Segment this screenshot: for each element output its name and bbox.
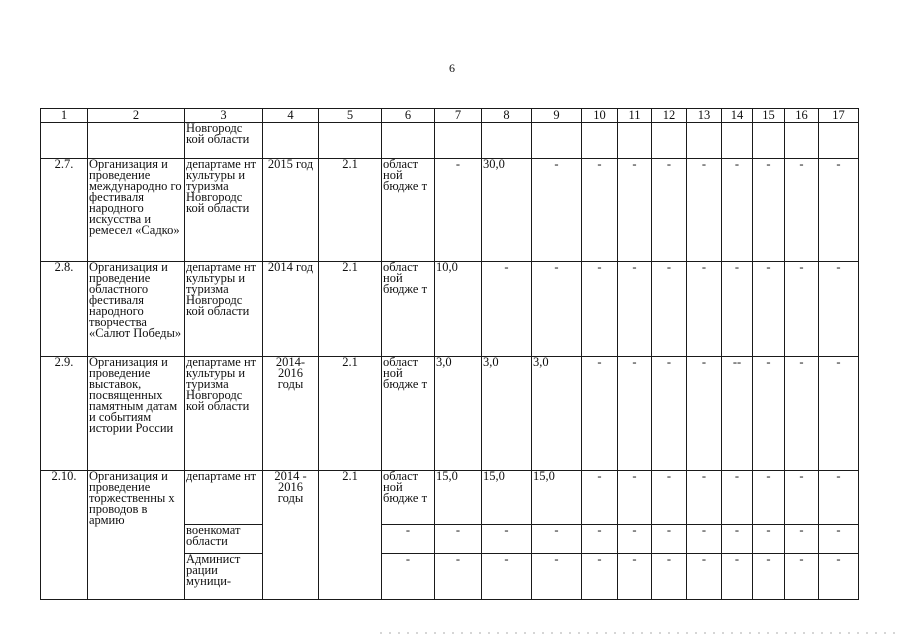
header-row — [41, 109, 859, 123]
header-cell: 7 — [435, 109, 482, 123]
value-cell: - — [435, 159, 482, 262]
row-number: 2.8. — [41, 262, 88, 357]
executor-cell: Админист рации муници- — [185, 554, 263, 600]
value-cell: - — [618, 262, 652, 357]
value-cell: 15,0 — [435, 471, 482, 525]
value-cell: 3,0 — [435, 357, 482, 471]
header-cell: 11 — [618, 109, 652, 123]
value-cell: - — [382, 554, 435, 600]
source-cell: област ной бюдже т — [382, 471, 435, 525]
value-cell: - — [618, 525, 652, 554]
value-cell: - — [819, 471, 859, 525]
value-cell: - — [582, 357, 618, 471]
table-row — [41, 471, 859, 525]
value-cell: - — [618, 554, 652, 600]
value-cell: 3,0 — [532, 357, 582, 471]
header-cell: 3 — [185, 109, 263, 123]
value-cell: - — [382, 525, 435, 554]
table-row — [41, 159, 859, 262]
period-cell: 2014 - 2016 годы — [263, 471, 319, 600]
value-cell: - — [722, 159, 753, 262]
value-cell: - — [532, 159, 582, 262]
value-cell: - — [582, 554, 618, 600]
value-cell: - — [582, 262, 618, 357]
header-cell: 1 — [41, 109, 88, 123]
header-cell: 2 — [88, 109, 185, 123]
program-table — [40, 108, 859, 600]
value-cell: - — [618, 471, 652, 525]
period-cell: 2014-2016 годы — [263, 357, 319, 471]
value-cell: - — [753, 159, 785, 262]
executor-cell: департаме нт культуры и туризма Новгородс кой области — [185, 262, 263, 357]
indicator-cell: 2.1 — [319, 471, 382, 600]
source-cell: област ной бюдже т — [382, 159, 435, 262]
value-cell: 15,0 — [532, 471, 582, 525]
value-cell: - — [435, 525, 482, 554]
value-cell: - — [482, 262, 532, 357]
value-cell: - — [785, 525, 819, 554]
header-cell: 14 — [722, 109, 753, 123]
source-cell: област ной бюдже т — [382, 262, 435, 357]
table-row — [41, 357, 859, 471]
value-cell: - — [652, 554, 687, 600]
executor-cell: департаме нт — [185, 471, 263, 525]
indicator-cell: 2.1 — [319, 159, 382, 262]
indicator-cell: 2.1 — [319, 262, 382, 357]
value-cell: - — [435, 554, 482, 600]
value-cell: - — [652, 525, 687, 554]
value-cell: - — [652, 357, 687, 471]
value-cell: - — [687, 525, 722, 554]
scan-noise — [380, 632, 900, 634]
value-cell: - — [482, 554, 532, 600]
value-cell: - — [722, 262, 753, 357]
value-cell: - — [687, 262, 722, 357]
value-cell: - — [532, 554, 582, 600]
period-cell: 2015 год — [263, 159, 319, 262]
value-cell: - — [687, 554, 722, 600]
value-cell: 10,0 — [435, 262, 482, 357]
table-row — [41, 262, 859, 357]
value-cell: - — [687, 357, 722, 471]
value-cell: 3,0 — [482, 357, 532, 471]
value-cell: - — [785, 471, 819, 525]
value-cell: - — [753, 525, 785, 554]
header-cell: 6 — [382, 109, 435, 123]
header-cell: 15 — [753, 109, 785, 123]
activity-name: Организация и проведение областного фестиваля народного творчества «Салют Победы» — [88, 262, 185, 357]
header-cell: 8 — [482, 109, 532, 123]
value-cell: - — [753, 554, 785, 600]
value-cell: - — [687, 159, 722, 262]
row-number: 2.9. — [41, 357, 88, 471]
value-cell: - — [819, 262, 859, 357]
value-cell: - — [618, 159, 652, 262]
header-cell: 12 — [652, 109, 687, 123]
value-cell: - — [652, 159, 687, 262]
value-cell: 15,0 — [482, 471, 532, 525]
value-cell: - — [753, 471, 785, 525]
value-cell: - — [753, 262, 785, 357]
value-cell: - — [582, 159, 618, 262]
period-cell: 2014 год — [263, 262, 319, 357]
page-number: 6 — [449, 61, 455, 75]
value-cell: - — [819, 525, 859, 554]
value-cell: - — [819, 159, 859, 262]
header-cell: 9 — [532, 109, 582, 123]
value-cell: - — [753, 357, 785, 471]
value-cell: - — [785, 262, 819, 357]
header-cell: 4 — [263, 109, 319, 123]
value-cell: - — [532, 525, 582, 554]
header-cell: 13 — [687, 109, 722, 123]
header-cell: 17 — [819, 109, 859, 123]
table-row — [41, 123, 859, 159]
value-cell: - — [582, 525, 618, 554]
value-cell: - — [722, 554, 753, 600]
indicator-cell: 2.1 — [319, 357, 382, 471]
value-cell: - — [785, 554, 819, 600]
value-cell: - — [482, 525, 532, 554]
row-number: 2.7. — [41, 159, 88, 262]
value-cell: - — [652, 471, 687, 525]
activity-name: Организация и проведение выставок, посвященных памятным датам и событиям истории России — [88, 357, 185, 471]
value-cell: - — [819, 554, 859, 600]
value-cell: - — [652, 262, 687, 357]
value-cell: - — [582, 471, 618, 525]
value-cell: - — [532, 262, 582, 357]
executor-cell: департаме нт культуры и туризма Новгородс кой области — [185, 357, 263, 471]
executor-cell: военкомат области — [185, 525, 263, 554]
value-cell: - — [785, 357, 819, 471]
value-cell: - — [785, 159, 819, 262]
executor-cell: департаме нт культуры и туризма Новгородс кой области — [185, 159, 263, 262]
value-cell: 30,0 — [482, 159, 532, 262]
value-cell: - — [819, 357, 859, 471]
value-cell: -- — [722, 357, 753, 471]
value-cell: - — [687, 471, 722, 525]
header-cell: 16 — [785, 109, 819, 123]
value-cell: - — [722, 525, 753, 554]
executor-cell: Новгородс кой области — [185, 123, 263, 159]
value-cell: - — [618, 357, 652, 471]
header-cell: 10 — [582, 109, 618, 123]
header-cell: 5 — [319, 109, 382, 123]
activity-name: Организация и проведение торжественны х проводов в армию — [88, 471, 185, 600]
activity-name: Организация и проведение международно го фестиваля народного искусства и ремесел «Садко» — [88, 159, 185, 262]
row-number: 2.10. — [41, 471, 88, 600]
value-cell: - — [722, 471, 753, 525]
source-cell: област ной бюдже т — [382, 357, 435, 471]
